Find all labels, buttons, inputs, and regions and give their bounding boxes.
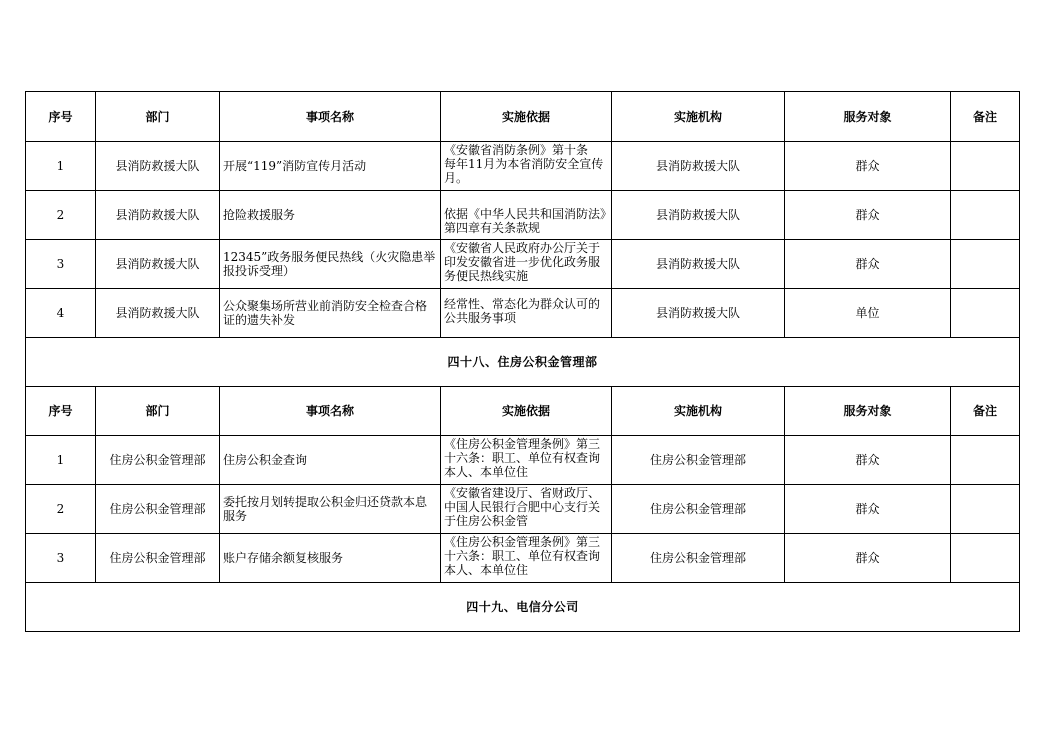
table-row: [26, 289, 1020, 338]
row-no: 1: [26, 436, 96, 485]
header-org: 实施机构: [612, 387, 785, 436]
row-basis-text: 《安徽省建设厅、省财政厅、中国人民银行合肥中心支行关于住房公积金管: [444, 486, 601, 528]
row-item: 住房公积金查询: [220, 436, 441, 485]
row-basis-text: 《安徽省人民政府办公厅关于印发安徽省进一步优化政务服务便民热线实施: [444, 241, 601, 283]
section-banner: [26, 338, 1020, 387]
row-item: 开展“119”消防宣传月活动: [220, 142, 441, 191]
row-item: 公众聚集场所营业前消防安全检查合格证的遗失补发: [220, 289, 441, 338]
table-row: [26, 534, 1020, 583]
row-dept: 县消防救援大队: [96, 240, 220, 289]
header-no: 序号: [26, 387, 96, 436]
section-title: 四十九、电信分公司: [26, 583, 1020, 632]
row-item: 委托按月划转提取公积金归还贷款本息服务: [220, 485, 441, 534]
table-row: [26, 142, 1020, 191]
section-banner: [26, 583, 1020, 632]
header-dept: 部门: [96, 387, 220, 436]
row-target: 群众: [785, 485, 951, 534]
header-no: 序号: [26, 92, 96, 142]
row-no: 1: [26, 142, 96, 191]
row-org: 住房公积金管理部: [612, 436, 785, 485]
row-basis: [441, 289, 612, 338]
header-row: [26, 92, 1020, 142]
row-no: 4: [26, 289, 96, 338]
row-dept: 县消防救援大队: [96, 289, 220, 338]
row-dept: 县消防救援大队: [96, 142, 220, 191]
row-target: 群众: [785, 436, 951, 485]
row-note: [951, 142, 1020, 191]
header-note: 备注: [951, 387, 1020, 436]
row-target: 群众: [785, 534, 951, 583]
row-note: [951, 240, 1020, 289]
row-target: 群众: [785, 240, 951, 289]
table-row: [26, 436, 1020, 485]
row-item: 账户存储余额复核服务: [220, 534, 441, 583]
table-row: [26, 191, 1020, 240]
table-row: [26, 485, 1020, 534]
row-basis: [441, 240, 612, 289]
row-dept: 县消防救援大队: [96, 191, 220, 240]
row-org: 县消防救援大队: [612, 240, 785, 289]
row-basis-text: 《住房公积金管理条例》第三十六条：职工、单位有权查询本人、本单位住: [444, 535, 601, 577]
row-basis-text: 《住房公积金管理条例》第三十六条：职工、单位有权查询本人、本单位住: [444, 437, 601, 479]
row-org: 县消防救援大队: [612, 191, 785, 240]
row-item: 抢险救援服务: [220, 191, 441, 240]
row-target: 群众: [785, 191, 951, 240]
header-dept: 部门: [96, 92, 220, 142]
row-org: 住房公积金管理部: [612, 485, 785, 534]
row-dept: 住房公积金管理部: [96, 485, 220, 534]
header-note: 备注: [951, 92, 1020, 142]
row-basis: [441, 436, 612, 485]
row-target: 群众: [785, 142, 951, 191]
table-row: [26, 240, 1020, 289]
row-note: [951, 436, 1020, 485]
row-no: 3: [26, 240, 96, 289]
row-org: 县消防救援大队: [612, 142, 785, 191]
row-basis: [441, 534, 612, 583]
row-org: 住房公积金管理部: [612, 534, 785, 583]
row-note: [951, 191, 1020, 240]
row-no: 3: [26, 534, 96, 583]
row-org: 县消防救援大队: [612, 289, 785, 338]
row-basis: [441, 142, 612, 191]
row-basis-text: 依据《中华人民共和国消防法》第四章有关条款规: [444, 207, 607, 235]
row-no: 2: [26, 485, 96, 534]
service-table: [25, 91, 1020, 632]
row-note: [951, 485, 1020, 534]
header-target: 服务对象: [785, 387, 951, 436]
row-target: 单位: [785, 289, 951, 338]
header-org: 实施机构: [612, 92, 785, 142]
row-item: 12345”政务服务便民热线（火灾隐患举报投诉受理）: [220, 240, 441, 289]
header-basis: 实施依据: [441, 92, 612, 142]
row-note: [951, 534, 1020, 583]
header-row: [26, 387, 1020, 436]
header-target: 服务对象: [785, 92, 951, 142]
row-basis: [441, 191, 612, 240]
row-no: 2: [26, 191, 96, 240]
row-dept: 住房公积金管理部: [96, 436, 220, 485]
row-dept: 住房公积金管理部: [96, 534, 220, 583]
header-item: 事项名称: [220, 387, 441, 436]
row-basis: [441, 485, 612, 534]
section-title: 四十八、住房公积金管理部: [26, 338, 1020, 387]
row-note: [951, 289, 1020, 338]
row-basis-text: 经常性、常态化为群众认可的公共服务事项: [444, 297, 601, 325]
row-basis-text: 《安徽省消防条例》第十条 每年11月为本省消防安全宣传月。: [444, 143, 604, 185]
header-basis: 实施依据: [441, 387, 612, 436]
header-item: 事项名称: [220, 92, 441, 142]
